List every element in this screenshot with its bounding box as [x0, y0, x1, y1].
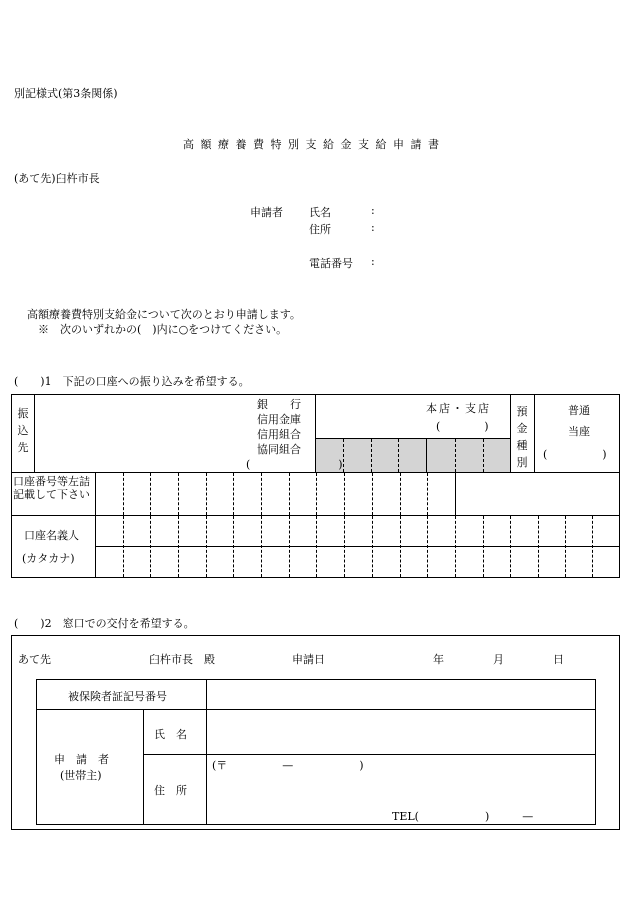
- form-reference: 別記様式(第3条関係): [14, 87, 118, 100]
- option2-addressee: あて先: [18, 653, 51, 666]
- branch-label: 本店・支店: [426, 402, 491, 415]
- bank-type-shinkin: 信用金庫: [257, 413, 301, 426]
- applicant-heading: 申 請 者: [54, 753, 109, 766]
- bank-type-bank: 銀 行: [257, 398, 301, 411]
- intro-note: ※ 次のいずれかの( )内に○をつけてください。: [38, 323, 288, 336]
- option2-mayor: 臼杵市長 殿: [149, 653, 215, 666]
- addressee: (あて先)臼杵市長: [14, 172, 100, 185]
- month-label: 月: [493, 653, 504, 666]
- deposit-current: 当座: [568, 425, 590, 438]
- tel-field: TEL( ) —: [392, 810, 534, 823]
- bank-type-kyodo: 協同組合: [257, 443, 301, 456]
- branch-paren: ( ): [436, 420, 489, 433]
- phone-label: 電話番号: [309, 257, 353, 270]
- year-label: 年: [433, 653, 444, 666]
- deposit-paren: ( ): [543, 448, 607, 461]
- application-date-label: 申請日: [292, 653, 325, 666]
- holder-label: 口座名義人: [24, 529, 79, 542]
- option2-label: ( )2 窓口での交付を希望する。: [14, 617, 195, 630]
- furikomi-label: 振込先: [17, 407, 29, 454]
- address-label: 住所: [309, 223, 331, 236]
- applicant-name-label: 氏 名: [154, 728, 187, 741]
- postal-code-field: (〒 — ): [212, 759, 364, 772]
- deposit-type-label: 預金種別: [516, 405, 528, 469]
- bank-type-shinkumi: 信用組合: [257, 428, 301, 441]
- day-label: 日: [553, 653, 564, 666]
- account-number-label: 口座番号等左詰記載して下さい: [13, 475, 90, 501]
- holder-kana-label: (カタカナ): [22, 552, 75, 565]
- deposit-ordinary: 普通: [568, 404, 590, 417]
- address-colon: :: [371, 221, 375, 234]
- applicant-address-label: 住 所: [154, 784, 187, 797]
- page-title: 高額療養費特別支給金支給申請書: [183, 138, 446, 151]
- applicant-label: 申請者: [250, 206, 283, 219]
- bank-name-paren: ( ): [246, 458, 343, 471]
- household-head-label: (世帯主): [60, 769, 102, 782]
- intro-text: 高額療養費特別支給金について次のとおり申請します。: [27, 308, 301, 321]
- option1-label: ( )1 下記の口座への振り込みを希望する。: [14, 375, 250, 388]
- insurance-number-label: 被保険者証記号番号: [68, 690, 167, 703]
- name-colon: :: [371, 204, 375, 217]
- name-label: 氏名: [309, 206, 331, 219]
- phone-colon: :: [371, 255, 375, 268]
